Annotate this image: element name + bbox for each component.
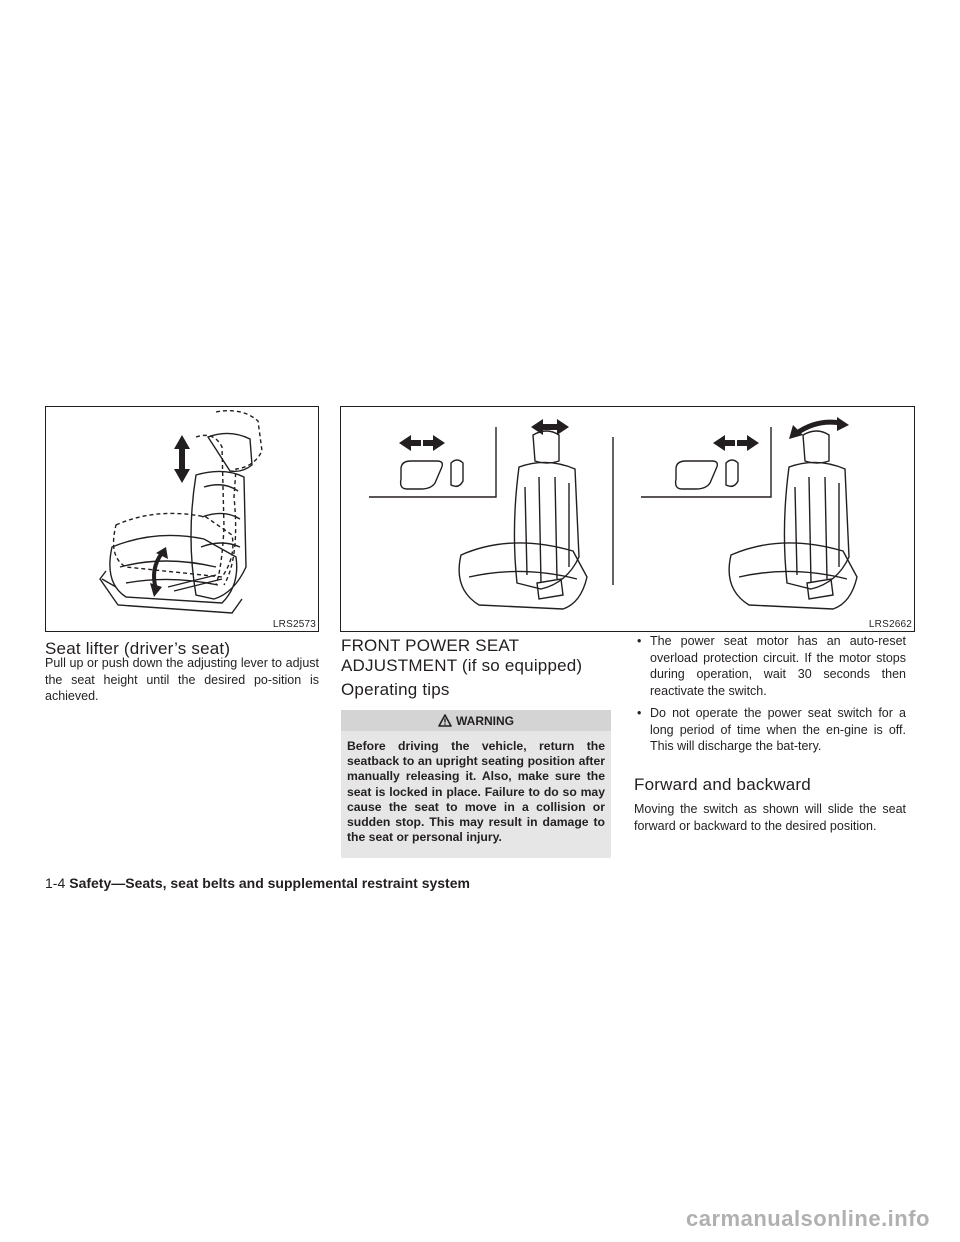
heading-front-power-seat: FRONT POWER SEAT ADJUSTMENT (if so equipped) — [341, 636, 583, 675]
page-number: 1-4 — [45, 875, 66, 891]
warning-text: Before driving the vehicle, return the seatback to an upright seating position after manually releasing it. Also, make sure the seat is locked in place. Failure to do so may cause the seat to move in a collision or sudden stop. This may result in damage to the seat or personal injury. — [347, 739, 605, 845]
warning-box — [341, 710, 611, 858]
page-footer — [45, 875, 745, 891]
heading-operating-tips: Operating tips — [341, 680, 450, 699]
figure-code: LRS2573 — [272, 619, 316, 630]
paragraph-seat-lifter: Pull up or push down the adjusting lever to adjust the seat height until the desired po-sition is achieved. — [45, 656, 319, 703]
warning-triangle-icon — [438, 714, 452, 727]
watermark: carmanualsonline.info — [686, 1206, 930, 1231]
power-seat-illustration — [341, 407, 914, 631]
bullet-list — [634, 633, 906, 761]
heading-forward-backward: Forward and backward — [634, 775, 811, 794]
chapter-title: Safety—Seats, seat belts and supplemental restraint system — [69, 875, 470, 891]
figure-code: LRS2662 — [868, 619, 912, 630]
bullet-text: The power seat motor has an auto-reset overload protection circuit. If the motor stops during operation, wait 30 seconds then reactivate the switch. — [650, 634, 906, 698]
warning-label: WARNING — [456, 713, 514, 728]
figure-power-seat — [340, 406, 915, 632]
seat-lifter-illustration — [46, 407, 318, 631]
list-item — [634, 633, 906, 699]
warning-header — [341, 710, 611, 731]
figure-seat-lifter — [45, 406, 319, 632]
heading-seat-lifter: Seat lifter (driver’s seat) — [45, 639, 231, 658]
bullet-marker: • — [637, 706, 642, 720]
bullet-text: Do not operate the power seat switch for a long period of time when the en-gine is off. This will discharge the bat-tery. — [650, 706, 906, 753]
bullet-marker: • — [637, 634, 642, 648]
paragraph-forward-backward: Moving the switch as shown will slide the seat forward or backward to the desired position. — [634, 802, 906, 833]
list-item — [634, 705, 906, 755]
